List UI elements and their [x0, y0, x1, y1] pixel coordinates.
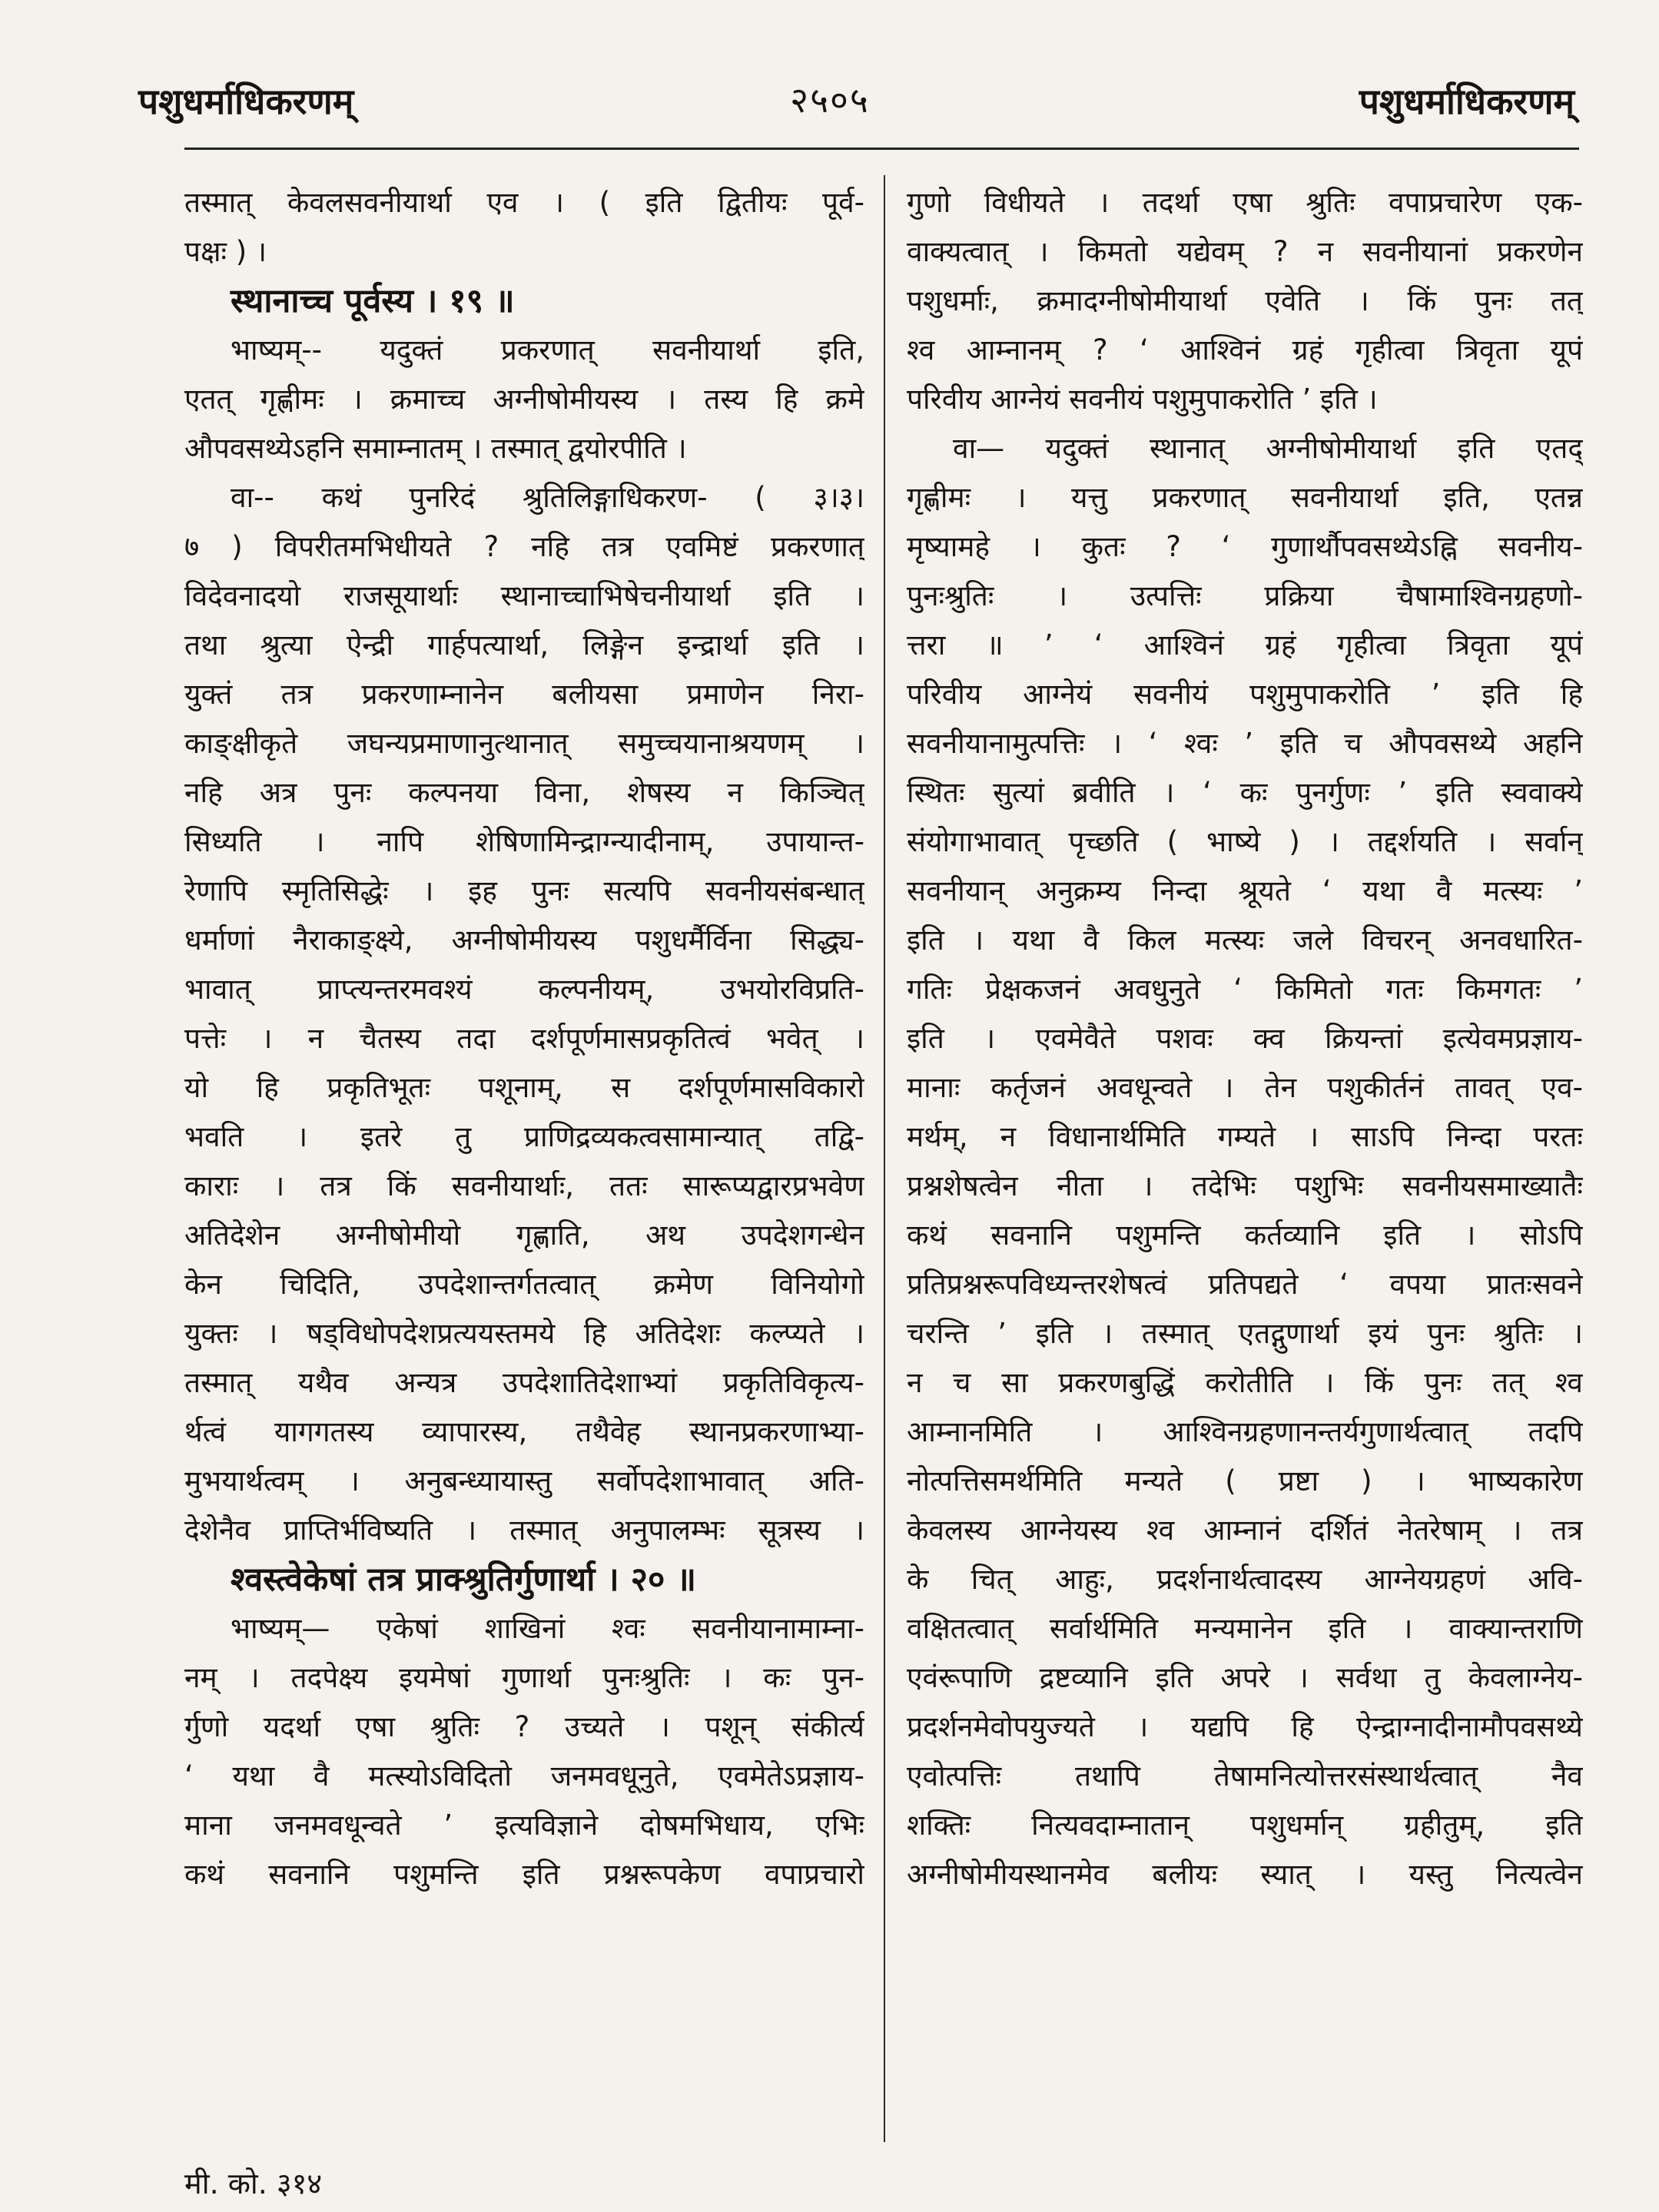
text-line: ७ ) विपरीतमभिधीयते ? नहि तत्र एवमिष्टं प्रकरणात्	[184, 530, 864, 563]
column-divider	[884, 175, 885, 2142]
text-line: काङ्क्षीकृते जघन्यप्रमाणानुत्थानात् समुच्चयानाश्रयणम् ।	[184, 727, 864, 760]
text-line: सिध्यति । नापि शेषिणामिन्द्राग्न्यादीनाम्, उपायान्त-	[184, 825, 864, 858]
text-line: आम्नानमिति । आश्विनग्रहणानन्तर्यगुणार्थत्वात् तदपि	[907, 1415, 1583, 1448]
text-line: पुनःश्रुतिः । उत्पत्तिः प्रक्रिया चैषामाश्विनग्रहणो-	[907, 579, 1583, 612]
text-line: अतिदेशेन अग्नीषोमीयो गृह्णाति, अथ उपदेशगन्धेन	[184, 1219, 864, 1252]
text-line: पशुधर्माः, क्रमादग्नीषोमीयार्था एवेति । किं पुनः तत्	[907, 284, 1583, 317]
text-line: स्थानाच्च पूर्वस्य । १९ ॥	[231, 282, 515, 320]
text-line: वा-- कथं पुनरिदं श्रुतिलिङ्गाधिकरण- ( ३।३।	[231, 481, 864, 514]
text-line: नम् । तदपेक्ष्य इयमेषां गुणार्था पुनःश्रुतिः । कः पुन-	[184, 1661, 864, 1694]
text-line: एवंरूपाणि द्रष्टव्यानि इति अपरे । सर्वथा तु केवलाग्नेय-	[907, 1661, 1583, 1694]
text-line: इति । यथा वै किल मत्स्यः जले विचरन् अनवधारित-	[907, 924, 1583, 957]
text-line: एतत् गृह्णीमः । क्रमाच्च अग्नीषोमीयस्य । तस्य हि क्रमे	[184, 383, 864, 416]
text-line: ‘ यथा वै मत्स्योऽविदितो जनमवधूनुते, एवमेतेऽप्रज्ञाय-	[184, 1759, 864, 1792]
text-line: मानाः कर्तृजनं अवधून्वते । तेन पशुकीर्तनं तावत् एव-	[907, 1071, 1583, 1104]
text-line: पत्तेः । न चैतस्य तदा दर्शपूर्णमासप्रकृतित्वं भवेत् ।	[184, 1022, 864, 1055]
text-line: यो हि प्रकृतिभूतः पशूनाम्, स दर्शपूर्णमासविकारो	[184, 1071, 864, 1104]
text-line: गुणो विधीयते । तदर्था एषा श्रुतिः वपाप्रचारेण एक-	[907, 186, 1583, 219]
text-line: कथं सवनानि पशुमन्ति इति प्रश्नरूपकेण वपाप्रचारो	[184, 1858, 864, 1891]
footer-signature: मी. को. ३१४	[184, 2167, 323, 2200]
text-line: वक्षितत्वात् सर्वार्थमिति मन्यमानेन इति । वाक्यान्तराणि	[907, 1612, 1583, 1645]
text-line: श्वस्त्वेकेषां तत्र प्राक्श्रुतिर्गुणार्था । २० ॥	[231, 1560, 697, 1599]
text-line: प्रदर्शनमेवोपयुज्यते । यद्यपि हि ऐन्द्राग्नादीनामौपवसथ्ये	[907, 1710, 1583, 1743]
text-line: स्थितः सुत्यां ब्रवीति । ‘ कः पुनर्गुणः ’ इति स्ववाक्ये	[907, 776, 1583, 809]
text-line: त्तरा ॥ ’ ‘ आश्विनं ग्रहं गृहीत्वा त्रिवृता यूपं	[907, 628, 1583, 662]
text-line: भवति । इतरे तु प्राणिद्रव्यकत्वसामान्यात् तद्वि-	[184, 1120, 864, 1153]
text-line: तस्मात् केवलसवनीयार्था एव । ( इति द्वितीयः पूर्व-	[184, 186, 864, 219]
text-line: नहि अत्र पुनः कल्पनया विना, शेषस्य न किञ्चित्	[184, 776, 864, 809]
text-line: सवनीयानामुत्पत्तिः । ‘ श्वः ’ इति च औपवसथ्ये अहनि	[907, 727, 1583, 760]
text-line: शक्तिः नित्यवदाम्नातान् पशुधर्मान् ग्रहीतुम्, इति	[907, 1809, 1583, 1842]
text-line: मृष्यामहे । कुतः ? ‘ गुणार्थौपवसथ्येऽह्नि सवनीय-	[907, 530, 1583, 563]
text-line: रेणापि स्मृतिसिद्धेः । इह पुनः सत्यपि सवनीयसंबन्धात्	[184, 874, 864, 907]
text-line: संयोगाभावात् पृच्छति ( भाष्ये ) । तद्दर्शयति । सर्वान्	[907, 825, 1583, 858]
text-line: प्रश्नशेषत्वेन नीता । तदेभिः पशुभिः सवनीयसमाख्यातैः	[907, 1169, 1583, 1202]
text-line: अग्नीषोमीयस्थानमेव बलीयः स्यात् । यस्तु नित्यत्वेन	[907, 1858, 1583, 1891]
running-header-left: पशुधर्माधिकरणम्	[138, 81, 354, 122]
right-column	[907, 178, 1583, 2145]
text-line: परिवीय आग्नेयं सवनीयं पशुमुपाकरोति ’ इति ।	[907, 383, 1378, 416]
text-line: न च सा प्रकरणबुद्धिं करोतीति । किं पुनः तत् श्व	[907, 1366, 1583, 1399]
left-column	[184, 178, 864, 2145]
text-line: तस्मात् यथैव अन्यत्र उपदेशातिदेशाभ्यां प्रकृतिविकृत्य-	[184, 1366, 864, 1399]
text-line: काराः । तत्र किं सवनीयार्थाः, ततः सारूप्यद्वारप्रभवेण	[184, 1169, 864, 1202]
text-line: माना जनमवधून्वते ’ इत्यविज्ञाने दोषमभिधाय, एभिः	[184, 1809, 864, 1842]
text-line: परिवीय आग्नेयं सवनीयं पशुमुपाकरोति ’ इति हि	[907, 678, 1583, 711]
header-rule	[184, 148, 1579, 150]
text-line: देशेनैव प्राप्तिर्भविष्यति । तस्मात् अनुपालम्भः सूत्रस्य ।	[184, 1514, 864, 1547]
text-line: मुभयार्थत्वम् । अनुबन्ध्यायास्तु सर्वोपदेशाभावात् अति-	[184, 1464, 864, 1497]
text-line: युक्तं तत्र प्रकरणाम्नानेन बलीयसा प्रमाणेन निरा-	[184, 678, 864, 711]
text-line: र्गुणो यदर्था एषा श्रुतिः ? उच्यते । पशून् संकीर्त्य	[184, 1710, 864, 1743]
text-line: वा— यदुक्तं स्थानात् अग्नीषोमीयार्था इति एतद्	[953, 432, 1583, 465]
text-line: भाष्यम्— एकेषां शाखिनां श्वः सवनीयानामाम्ना-	[231, 1612, 864, 1645]
text-line: सवनीयान् अनुक्रम्य निन्दा श्रूयते ‘ यथा वै मत्स्यः ’	[907, 874, 1583, 907]
text-line: नोत्पत्तिसमर्थमिति मन्यते ( प्रष्टा ) । भाष्यकारेण	[907, 1464, 1583, 1497]
text-line: चरन्ति ’ इति । तस्मात् एतद्गुणार्था इयं पुनः श्रुतिः ।	[907, 1317, 1583, 1350]
text-line: वाक्यत्वात् । किमतो यद्येवम् ? न सवनीयानां प्रकरणेन	[907, 235, 1583, 268]
text-line: के चित् आहुः, प्रदर्शनार्थत्वादस्य आग्नेयग्रहणं अवि-	[907, 1563, 1583, 1596]
text-line: भावात् प्राप्त्यन्तरमवश्यं कल्पनीयम्, उभयोरविप्रति-	[184, 973, 864, 1006]
text-line: गृह्णीमः । यत्तु प्रकरणात् सवनीयार्था इति, एतन्न	[907, 481, 1583, 514]
text-line: केवलस्य आग्नेयस्य श्व आम्नानं दर्शितं नेतरेषाम् । तत्र	[907, 1514, 1583, 1547]
text-line: भाष्यम्-- यदुक्तं प्रकरणात् सवनीयार्था इति,	[231, 333, 864, 366]
text-line: गतिः प्रेक्षकजनं अवधुनुते ‘ किमितो गतः किमगतः ’	[907, 973, 1583, 1006]
text-line: युक्तः । षड्विधोपदेशप्रत्ययस्तमये हि अतिदेशः कल्प्यते ।	[184, 1317, 864, 1350]
running-header-right: पशुधर्माधिकरणम्	[1359, 81, 1574, 122]
text-line: एवोत्पत्तिः तथापि तेषामनित्योत्तरसंस्थार्थत्वात् नैव	[907, 1759, 1583, 1792]
text-line: पक्षः ) ।	[184, 235, 267, 268]
text-line: कथं सवनानि पशुमन्ति कर्तव्यानि इति । सोऽपि	[907, 1219, 1583, 1252]
text-line: केन चिदिति, उपदेशान्तर्गतत्वात् क्रमेण विनियोगो	[184, 1268, 864, 1301]
text-line: श्व आम्नानम् ? ‘ आश्विनं ग्रहं गृहीत्वा त्रिवृता यूपं	[907, 333, 1583, 366]
text-line: इति । एवमेवैते पशवः क्व क्रियन्तां इत्येवमप्रज्ञाय-	[907, 1022, 1583, 1055]
text-line: औपवसथ्येऽहनि समाम्नातम् । तस्मात् द्वयोरपीति ।	[184, 432, 687, 465]
text-line: धर्माणां नैराकाङ्क्ष्ये, अग्नीषोमीयस्य पशुधर्मैर्विना सिद्ध्य-	[184, 924, 864, 957]
text-line: प्रतिप्रश्नरूपविध्यन्तरशेषत्वं प्रतिपद्यते ‘ वपया प्रातःसवने	[907, 1268, 1583, 1301]
page-number: २५०५	[790, 79, 870, 121]
text-line: र्थत्वं यागगतस्य व्यापारस्य, तथैवेह स्थानप्रकरणाभ्या-	[184, 1415, 864, 1448]
text-line: तथा श्रुत्या ऐन्द्री गार्हपत्यार्था, लिङ्गेन इन्द्रार्था इति ।	[184, 628, 864, 662]
text-line: मर्थम्, न विधानार्थमिति गम्यते । साऽपि निन्दा परतः	[907, 1120, 1583, 1153]
text-line: विदेवनादयो राजसूयार्थाः स्थानाच्चाभिषेचनीयार्था इति ।	[184, 579, 864, 612]
